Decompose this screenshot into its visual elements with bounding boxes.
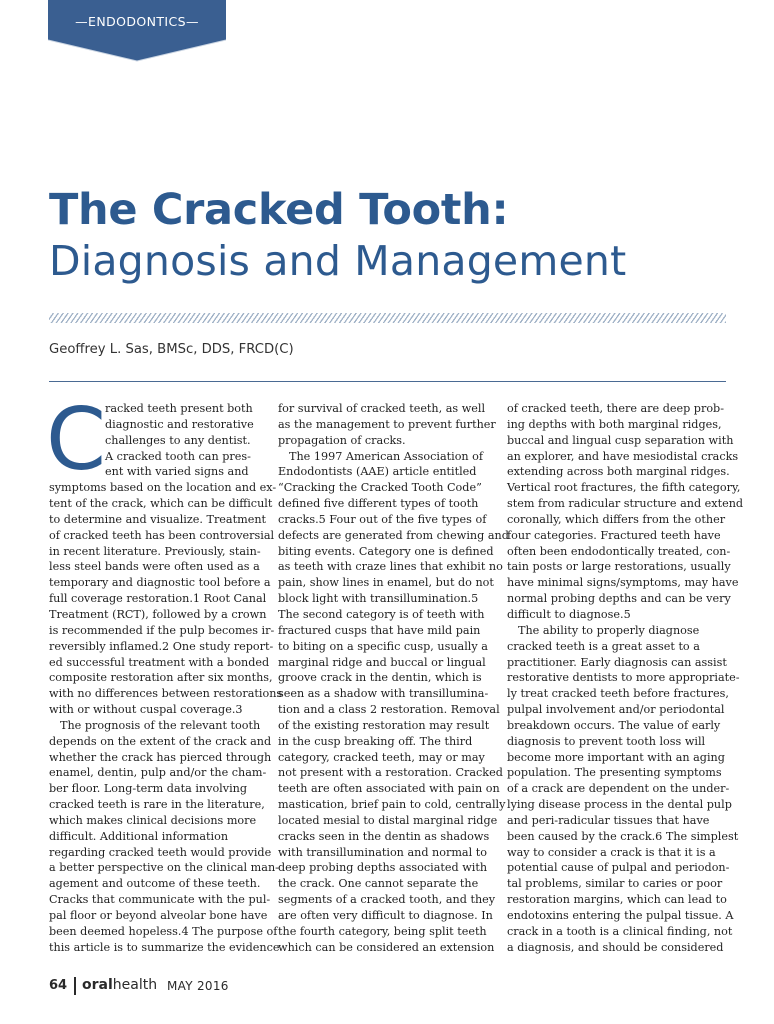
text-line: four categories. Fractured teeth have (507, 528, 721, 542)
text-line: extending across both marginal ridges. (507, 465, 730, 479)
text-line: mastication, brief pain to cold, centrally (278, 798, 506, 812)
section-label: —ENDODONTICS— (75, 14, 199, 29)
text-line: which makes clinical decisions more (49, 813, 257, 827)
text-line: pulpal involvement and/or periodontal (507, 703, 725, 717)
magazine-logo (82, 977, 157, 993)
text-line: the fourth category, being split teeth (278, 924, 487, 938)
text-line: cracks seen in the dentin as shadows (278, 829, 490, 843)
text-line: reversibly inflamed.2 One study report- (49, 639, 274, 653)
text-line: The ability to properly diagnose (518, 623, 700, 637)
drop-cap: C (46, 390, 107, 490)
body-column-3 (507, 401, 744, 956)
text-line: breakdown occurs. The value of early (507, 718, 721, 732)
author-byline: Geoffrey L. Sas, BMSc, DDS, FRCD(C) (49, 342, 294, 357)
text-line: pain, show lines in enamel, but do not (278, 576, 494, 590)
footer-divider (74, 977, 76, 995)
text-line: been caused by the crack.6 The simplest (507, 829, 739, 843)
text-line: for survival of cracked teeth, as well (278, 402, 486, 415)
text-line: tain posts or large restorations, usually (507, 560, 731, 574)
text-line: teeth are often associated with pain on (278, 782, 500, 796)
text-line: whether the crack has pierced through (49, 750, 272, 764)
text-line: enamel, dentin, pulp and/or the cham- (49, 766, 267, 780)
text-line: located mesial to distal marginal ridge (278, 813, 498, 827)
text-line: become more important with an aging (507, 750, 725, 764)
text-line: challenges to any dentist. (105, 433, 251, 447)
text-line: ed successful treatment with a bonded (49, 655, 270, 669)
text-line: depends on the extent of the crack and (49, 734, 272, 748)
issue-date: MAY 2016 (167, 979, 229, 993)
text-line: often been endodontically treated, con- (507, 544, 731, 558)
text-line: biting events. Category one is defined (278, 544, 494, 558)
text-line: as teeth with craze lines that exhibit no (278, 560, 503, 574)
text-line: have minimal signs/symptoms, may have (507, 576, 739, 590)
text-line: normal probing depths and can be very (507, 592, 731, 606)
text-line: segments of a cracked tooth, and they (278, 893, 496, 907)
text-line: of cracked teeth has been controversial (49, 528, 275, 542)
text-line: tal problems, similar to caries or poor (507, 877, 723, 891)
text-line: cracks.5 Four out of the five types of (278, 512, 487, 526)
logo-part-1: oral (82, 977, 113, 993)
text-line: pal floor or beyond alveolar bone have (49, 909, 268, 922)
text-line: difficult to diagnose.5 (507, 607, 631, 621)
text-line: are often very difficult to diagnose. In (278, 909, 493, 922)
text-line: The prognosis of the relevant tooth (60, 718, 261, 732)
text-line: coronally, which differs from the other (507, 512, 726, 526)
text-line: ing depths with both marginal ridges, (507, 417, 722, 431)
section-tab (48, 0, 226, 62)
text-line: propagation of cracks. (278, 433, 406, 447)
text-line: not present with a restoration. Cracked (278, 766, 503, 780)
text-line: Cracks that communicate with the pul- (49, 893, 271, 907)
text-line: of the existing restoration may result (278, 718, 490, 732)
text-line: less steel bands were often used as a (49, 560, 260, 574)
text-line: and peri-radicular tissues that have (507, 813, 710, 827)
text-line: “Cracking the Cracked Tooth Code” (278, 481, 482, 495)
text-line: The second category is of teeth with (278, 607, 485, 621)
text-line: population. The presenting symptoms (507, 766, 722, 780)
text-line: in the cusp breaking off. The third (278, 734, 473, 748)
text-line: cracked teeth is rare in the literature, (49, 798, 265, 812)
text-line: potential cause of pulpal and periodon- (507, 861, 730, 875)
text-line: agement and outcome of these teeth. (49, 877, 261, 891)
text-line: deep probing depths associated with (278, 861, 488, 875)
text-line: this article is to summarize the evidence (49, 940, 280, 954)
text-line: category, cracked teeth, may or may (278, 750, 485, 764)
text-line: tent of the crack, which can be difficult (49, 497, 273, 511)
text-line: of cracked teeth, there are deep prob- (507, 402, 724, 415)
body-column-2 (278, 401, 509, 956)
text-line: racked teeth present both (105, 402, 253, 415)
text-line: diagnostic and restorative (105, 417, 254, 431)
text-line: defects are generated from chewing and (278, 528, 509, 542)
text-line: way to consider a crack is that it is a (507, 845, 716, 859)
text-line: full coverage restoration.1 Root Canal (49, 592, 267, 606)
text-line: with transillumination and normal to (278, 845, 487, 859)
text-line: with or without cuspal coverage.3 (49, 703, 243, 717)
text-line: regarding cracked teeth would provide (49, 845, 272, 859)
text-line: stem from radicular structure and extend (507, 497, 744, 511)
text-line: temporary and diagnostic tool before a (49, 576, 271, 590)
text-line: practitioner. Early diagnosis can assist (507, 655, 727, 669)
text-line: of a crack are dependent on the under- (507, 782, 730, 796)
text-line: symptoms based on the location and ex- (49, 481, 277, 495)
section-tab-banner (48, 0, 226, 62)
text-line: composite restoration after six months, (49, 671, 273, 685)
text-line: defined five different types of tooth (278, 497, 479, 511)
text-line: ent with varied signs and (105, 465, 249, 479)
text-line: Endodontists (AAE) article entitled (278, 465, 477, 479)
text-line: cracked teeth is a great asset to a (507, 639, 700, 653)
text-line: diagnosis to prevent tooth loss will (507, 734, 706, 748)
text-line: fractured cusps that have mild pain (278, 623, 481, 637)
body-column-1 (46, 390, 283, 956)
text-line: with no differences between restorations (49, 687, 283, 701)
text-line: Treatment (RCT), followed by a crown (49, 607, 267, 621)
text-line: a better perspective on the clinical man- (49, 861, 279, 875)
text-line: ber floor. Long-term data involving (49, 782, 248, 796)
text-line: The 1997 American Association of (289, 449, 484, 463)
text-line: A cracked tooth can pres- (105, 449, 251, 463)
text-line: ly treat cracked teeth before fractures, (507, 687, 729, 701)
text-line: to biting on a specific cusp, usually a (278, 639, 488, 653)
article-title (49, 185, 627, 285)
title-line-1: The Cracked Tooth: (49, 185, 509, 235)
text-line: an explorer, and have mesiodistal cracks (507, 449, 739, 463)
text-line: difficult. Additional information (49, 829, 229, 843)
text-line: block light with transillumination.5 (278, 592, 479, 606)
text-line: tion and a class 2 restoration. Removal (278, 703, 500, 717)
text-line: the crack. One cannot separate the (278, 877, 479, 891)
text-line: is recommended if the pulp becomes ir- (49, 623, 275, 637)
text-line: groove crack in the dentin, which is (278, 671, 482, 685)
text-line: which can be considered an extension (278, 940, 495, 954)
title-line-2: Diagnosis and Management (49, 237, 627, 285)
text-line: seen as a shadow with transillumina- (278, 687, 489, 701)
text-line: crack in a tooth is a clinical finding, not (507, 924, 733, 938)
text-line: as the management to prevent further (278, 417, 496, 431)
text-line: restoration margins, which can lead to (507, 893, 727, 907)
text-line: been deemed hopeless.4 The purpose of (49, 924, 278, 938)
text-line: to determine and visualize. Treatment (49, 512, 267, 526)
hatched-divider (49, 313, 726, 323)
byline-rule (49, 381, 726, 382)
text-line: a diagnosis, and should be considered (507, 940, 724, 954)
page-number: 64 (49, 978, 68, 993)
text-line: marginal ridge and buccal or lingual (278, 655, 486, 669)
text-line: buccal and lingual cusp separation with (507, 433, 734, 447)
text-line: lying disease process in the dental pulp (507, 798, 732, 812)
text-line: endotoxins entering the pulpal tissue. A (507, 909, 734, 922)
text-line: restorative dentists to more appropriate- (507, 671, 740, 685)
text-line: in recent literature. Previously, stain- (49, 544, 261, 558)
logo-part-2: health (112, 977, 158, 993)
text-line: Vertical root fractures, the fifth category, (507, 481, 741, 495)
